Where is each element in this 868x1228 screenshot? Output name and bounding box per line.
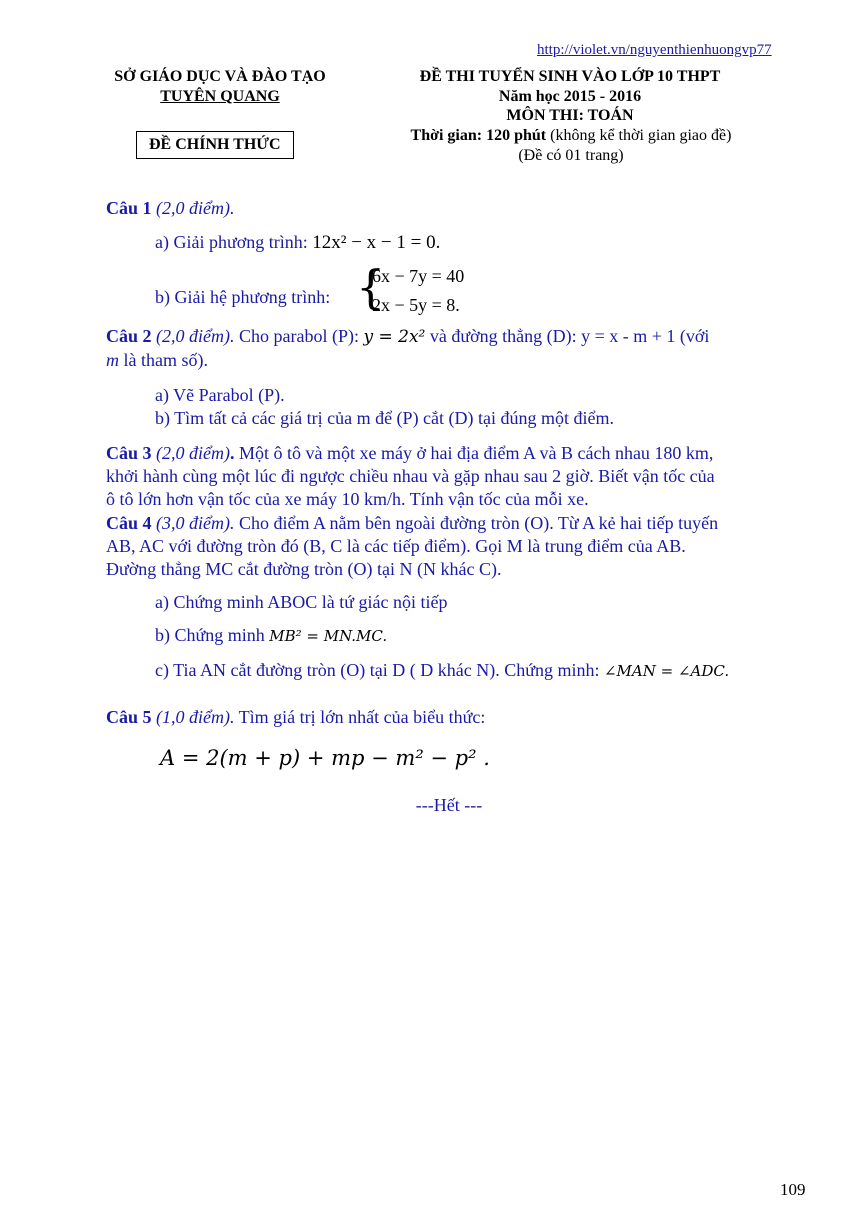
q4-part-c [155,658,729,683]
q5-line-1 [106,705,485,729]
q1-a-equation: 12x² − x − 1 = 0. [312,232,441,253]
q4-text-1: Cho điểm A nằm bên ngoài đường tròn (O). Từ A kẻ hai tiếp tuyến [234,513,719,533]
q3-line-1 [106,441,713,465]
q1-b-equation-2: 2x − 5y = 8. [372,295,460,315]
q4-c-equation: ∠MAN = ∠ADC. [603,662,730,680]
q2-parabola: y = 2x² [363,327,426,347]
q2-intro: Cho parabol (P): [234,326,364,346]
q1-a-text: a) Giải phương trình: [155,232,313,252]
q4-part-b [155,623,387,648]
q4-line-1 [106,511,718,535]
q3-title: Câu 3 [106,443,152,463]
q3-line-2: khởi hành cùng một lúc đi ngược chiều nhau và gặp nhau sau 2 giờ. Biết vận tốc của [106,466,715,486]
q5-text: Tìm giá trị lớn nhất của biểu thức: [234,707,486,727]
q2-title: Câu 2 [106,326,152,346]
q4-b-equation: MB² = MN.MC. [269,627,388,645]
q5-title: Câu 5 [106,707,152,727]
source-url[interactable]: http://violet.vn/nguyenthienhuongvp77 [537,42,772,58]
q2-part-b: b) Tìm tất cả các giá trị của m để (P) cắt (D) tại đúng một điểm. [155,408,615,428]
q4-title: Câu 4 [106,513,152,533]
q1-b-equation-1: 6x − 7y = 40 [372,266,465,286]
province-name-text: TUYÊN QUANG [160,88,280,105]
end-marker: ---Hết --- [415,795,483,815]
q2-line-2 [106,348,208,372]
q1-part-a [155,230,440,255]
page-count-note: (Đề có 01 trang) [518,147,624,164]
exam-duration-note: (không kể thời gian giao đề) [546,127,732,144]
q2-part-a: a) Vẽ Parabol (P). [155,385,285,405]
q5-expression: A = 2(m + p) + mp − m² − p² . [160,746,490,770]
q1-heading [106,196,235,220]
page-number: 109 [780,1180,806,1199]
q3-line-3: ô tô lớn hơn vận tốc của xe máy 10 km/h. Tính vận tốc của mỗi xe. [106,489,589,509]
system-brace: { [356,260,386,314]
q4-b-text: b) Chứng minh [155,625,270,645]
q3-dot: . [230,443,235,463]
q2-line-1 [106,324,709,349]
q4-points: (3,0 điểm). [156,513,235,533]
q2-line-equation: và đường thẳng (D): y = x - m + 1 (với [425,326,710,346]
q2-param: m [106,350,119,370]
official-badge: ĐỀ CHÍNH THỨC [136,131,294,159]
q4-line-3: Đường thẳng MC cắt đường tròn (O) tại N (N khác C). [106,559,502,579]
q2-points: (2,0 điểm). [156,326,235,346]
q4-line-2: AB, AC với đường tròn đó (B, C là các tiếp điểm). Gọi M là trung điểm của AB. [106,536,686,556]
q1-points: (2,0 điểm). [156,198,235,218]
school-year: Năm học 2015 - 2016 [498,88,642,105]
q3-points: (2,0 điểm) [156,443,230,463]
q2-param-note: là tham số). [119,350,208,370]
q4-part-a: a) Chứng minh ABOC là tứ giác nội tiếp [155,592,448,612]
q1-part-b: b) Giải hệ phương trình: [155,287,331,307]
subject: MÔN THI: TOÁN [506,107,634,124]
department-name: SỞ GIÁO DỤC VÀ ĐÀO TẠO [114,68,326,85]
q5-points: (1,0 điểm). [156,707,235,727]
province-name [100,87,340,106]
exam-duration-bold: Thời gian: 120 phút [410,127,547,144]
q4-c-text: c) Tia AN cắt đường tròn (O) tại D ( D khác N). Chứng minh: [155,660,604,680]
q1-title: Câu 1 [106,198,152,218]
q3-text-1: Một ô tô và một xe máy ở hai địa điểm A và B cách nhau 180 km, [234,443,714,463]
exam-duration [330,126,812,145]
exam-title: ĐỀ THI TUYỂN SINH VÀO LỚP 10 THPT [419,68,721,85]
